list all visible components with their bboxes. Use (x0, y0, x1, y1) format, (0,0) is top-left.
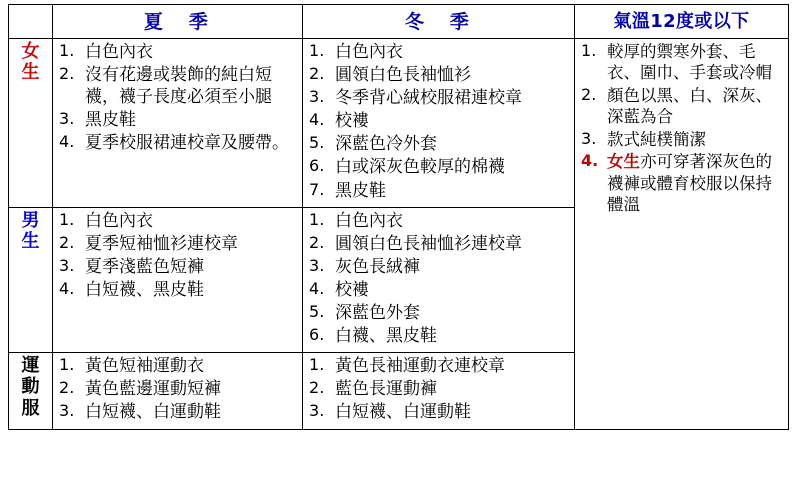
header-summer: 夏 季 (53, 5, 303, 39)
girls-winter-cell (303, 39, 575, 208)
list-item: 圓領白色長袖恤衫連校章 (335, 233, 522, 254)
uniform-requirements-table (8, 4, 789, 430)
list-item: 沒有花邊或裝飾的純白短襪，襪子長度必須至小腿 (85, 65, 272, 108)
table-header-row (9, 5, 789, 39)
list-item: 黑皮鞋 (85, 110, 136, 131)
row-label-boys-text: 男生 (21, 209, 40, 252)
row-label-girls (9, 39, 53, 208)
list-item: 黑皮鞋 (335, 180, 386, 201)
list-item: 黃色長袖運動衣連校章 (335, 356, 505, 377)
list-item: 冬季背心絨校服裙連校章 (335, 88, 522, 109)
boys-winter-cell (303, 207, 575, 353)
girls-summer-cell (53, 39, 303, 208)
list-item: 夏季校服裙連校章及腰帶。 (85, 133, 289, 154)
list-item: 黃色短袖運動衣 (85, 356, 204, 377)
girls-note-highlight: 女生 (607, 152, 640, 172)
table-row (9, 39, 789, 208)
row-label-girls-text: 女生 (21, 41, 40, 84)
girls-summer-list (57, 41, 298, 154)
list-item: 白短襪、黑皮鞋 (85, 279, 204, 300)
sportswear-summer-cell (53, 353, 303, 429)
sportswear-winter-list (307, 355, 570, 423)
list-item: 白短襪、白運動鞋 (85, 402, 221, 423)
list-item: 白色內衣 (335, 42, 403, 62)
list-item: 白色內衣 (85, 42, 153, 62)
header-cold-weather: 氣溫12度或以下 (575, 5, 789, 39)
header-row-label (9, 5, 53, 39)
list-item: 夏季淺藍色短褲 (85, 256, 204, 277)
list-item: 校褸 (335, 279, 369, 300)
boys-winter-list (307, 210, 570, 348)
list-item: 白或深灰色較厚的棉襪 (335, 157, 505, 178)
list-item: 較厚的禦寒外套、毛衣、圍巾、手套或冷帽 (607, 42, 772, 83)
uniform-table-page (0, 4, 804, 504)
sportswear-winter-cell (303, 353, 575, 429)
header-winter: 冬 季 (303, 5, 575, 39)
row-label-sportswear-text: 運動服 (21, 355, 40, 419)
list-item: 顏色以黑、白、深灰、深藍為合 (607, 85, 772, 127)
list-item-girls-note (579, 151, 784, 215)
list-item: 灰色長絨褲 (335, 256, 420, 277)
list-item: 夏季短袖恤衫連校章 (85, 233, 238, 254)
cold-weather-list (579, 41, 784, 216)
list-item: 深藍色冷外套 (335, 134, 437, 155)
cold-weather-cell (575, 39, 789, 430)
list-item: 白色內衣 (85, 210, 153, 231)
list-item: 款式純樸簡潔 (607, 129, 706, 149)
list-item: 白短襪、白運動鞋 (335, 402, 471, 423)
list-item: 校褸 (335, 111, 369, 132)
girls-note-tail: 亦可穿著深灰色的襪褲或體育校服以保持體溫 (607, 152, 772, 215)
list-item: 圓領白色長袖恤衫 (335, 65, 471, 86)
row-label-sportswear (9, 353, 53, 429)
row-label-boys (9, 207, 53, 353)
girls-winter-list (307, 41, 570, 202)
list-item: 藍色長運動褲 (335, 379, 437, 400)
boys-summer-cell (53, 207, 303, 353)
boys-summer-list (57, 210, 298, 301)
list-item: 白色內衣 (335, 210, 403, 231)
sportswear-summer-list (57, 355, 298, 423)
list-item: 黃色藍邊運動短褲 (85, 379, 221, 400)
list-item: 深藍色外套 (335, 303, 420, 324)
list-item: 白襪、黑皮鞋 (335, 326, 437, 347)
